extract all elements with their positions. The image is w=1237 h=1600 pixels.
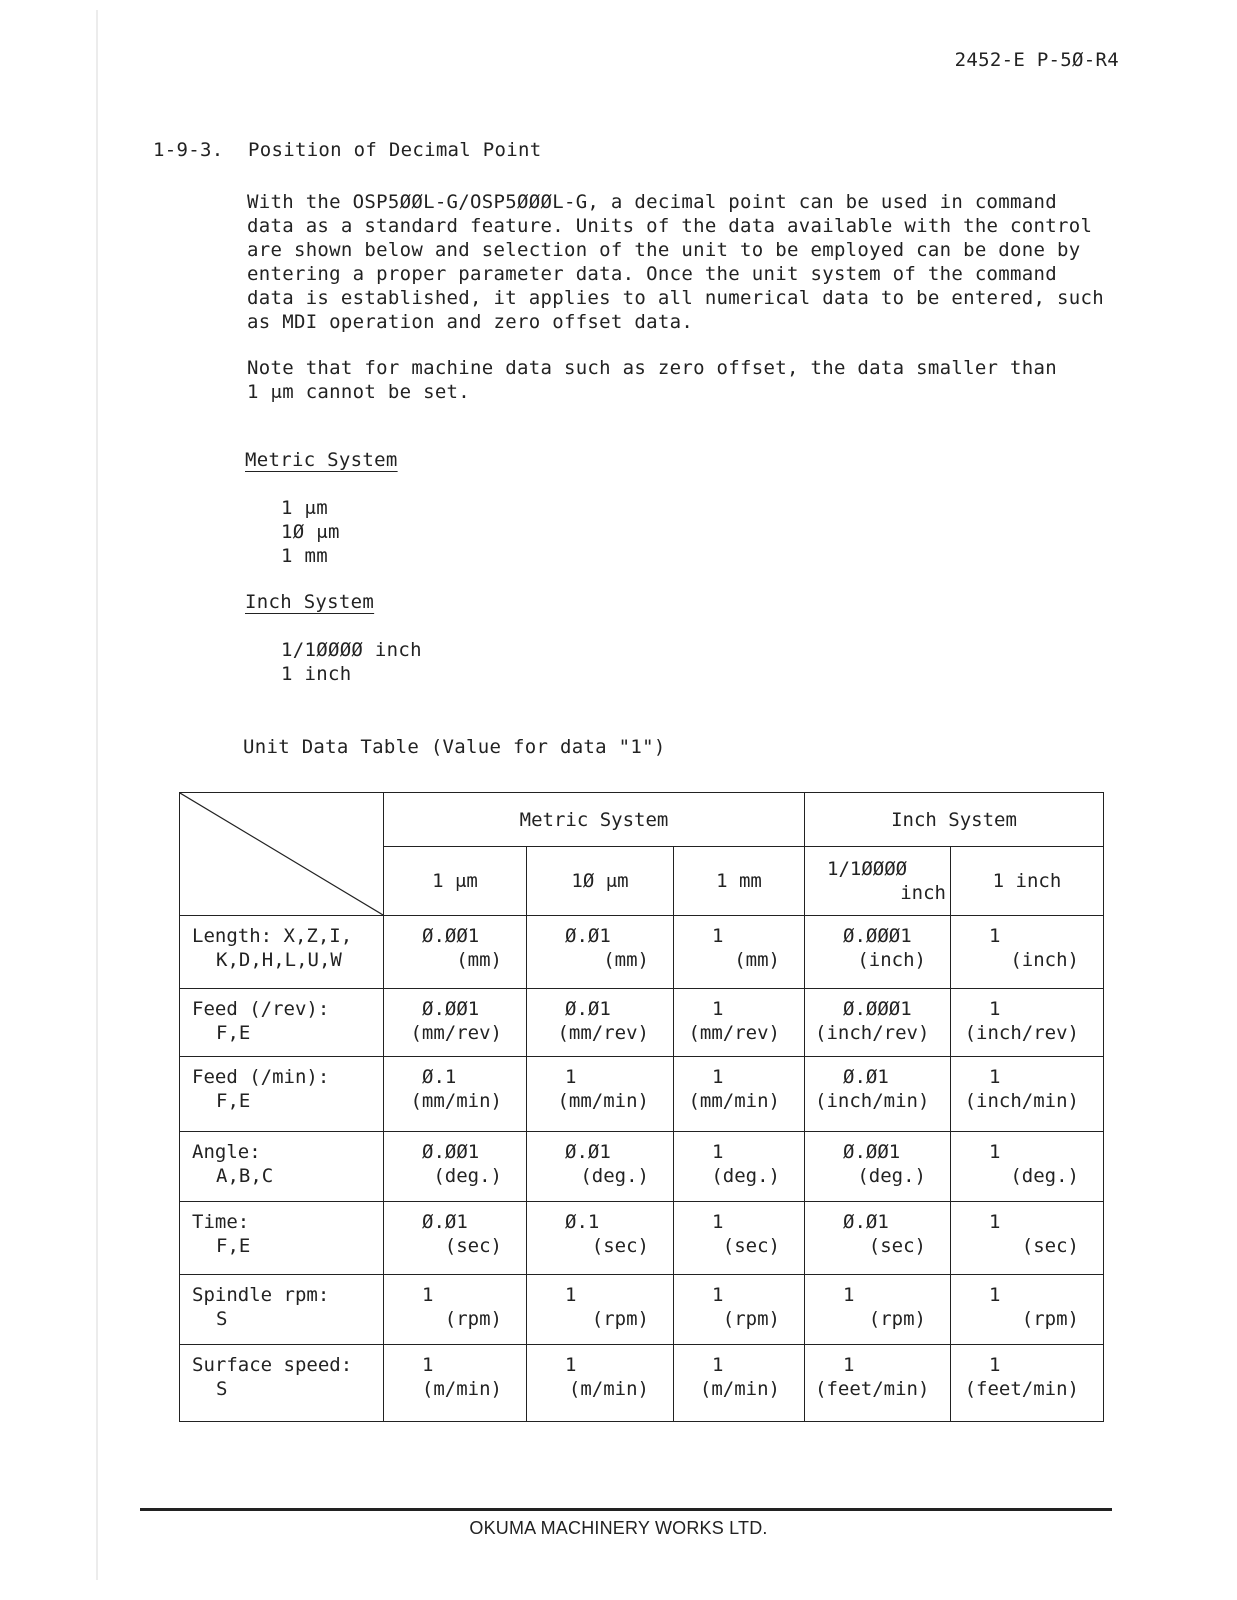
cell-value: Ø.ØØØ1 [843, 997, 912, 1020]
table-cell [674, 1057, 805, 1132]
metric-system-header: Metric System [384, 793, 805, 847]
table-cell [384, 988, 527, 1057]
cell-unit: (feet/min) [964, 1378, 1079, 1401]
table-cell [674, 1202, 805, 1275]
inch-system-heading: Inch System [245, 591, 375, 613]
cell-unit: (rpm) [591, 1307, 649, 1330]
cell-value: 1 [422, 1283, 434, 1306]
unit-header [805, 847, 951, 916]
cell-value: 1 [989, 924, 1001, 947]
paragraph-note [247, 356, 1057, 404]
unit-header: 1 μm [384, 847, 527, 916]
table-cell [805, 915, 951, 988]
table-cell [384, 915, 527, 988]
list-item: 1Ø μm [281, 521, 340, 543]
table-cell [674, 915, 805, 988]
cell-value: Ø.ØØ1 [422, 997, 480, 1020]
table-row [180, 988, 1104, 1057]
cell-unit: (feet/min) [815, 1378, 930, 1401]
footer-rule [140, 1508, 1112, 1511]
table-cell [805, 1057, 951, 1132]
table-cell [951, 915, 1104, 988]
cell-unit: (sec) [1021, 1235, 1079, 1258]
table-cell [951, 1202, 1104, 1275]
cell-unit: (sec) [722, 1235, 780, 1258]
row-label-line: Spindle rpm: [192, 1283, 330, 1306]
table-cell [384, 1131, 527, 1202]
paragraph-line: With the OSP5ØØL-G/OSP5ØØØL-G, a decimal point can be used in command [247, 191, 1057, 213]
cell-unit: (mm/min) [410, 1090, 502, 1113]
unit-header: 1 mm [674, 847, 805, 916]
metric-system-heading: Metric System [245, 449, 398, 471]
binding-margin-line [96, 10, 98, 1580]
cell-value: 1 [712, 1140, 724, 1163]
table-cell [805, 1274, 951, 1345]
table-cell [951, 1057, 1104, 1132]
cell-unit: (deg.) [857, 1164, 926, 1187]
cell-unit: (sec) [868, 1235, 926, 1258]
row-label [180, 1057, 384, 1132]
paragraph-line: as MDI operation and zero offset data. [247, 311, 694, 333]
table-cell [384, 1345, 527, 1422]
cell-unit: (inch/rev) [815, 1021, 930, 1044]
row-label [180, 1131, 384, 1202]
cell-value: 1 [843, 1354, 855, 1377]
table-cell [384, 1202, 527, 1275]
unit-header: 1 inch [951, 847, 1104, 916]
table-corner-cell [180, 793, 384, 916]
cell-unit: (inch/min) [815, 1090, 930, 1113]
table-cell [951, 1131, 1104, 1202]
cell-unit: (mm/rev) [688, 1021, 780, 1044]
paragraph-line: data as a standard feature. Units of the data available with the control [247, 215, 1093, 237]
cell-value: Ø.Ø1 [565, 924, 611, 947]
cell-unit: (rpm) [722, 1307, 780, 1330]
cell-value: 1 [712, 1354, 724, 1377]
cell-unit: (mm) [734, 948, 780, 971]
cell-unit: (mm) [456, 948, 502, 971]
paragraph-line: entering a proper parameter data. Once the unit system of the command [247, 263, 1057, 285]
row-label-sub: F,E [216, 1021, 251, 1044]
section-number: 1-9-3. [153, 139, 224, 161]
table-cell [384, 1274, 527, 1345]
cell-value: Ø.Ø1 [843, 1211, 889, 1234]
cell-unit: (mm) [603, 948, 649, 971]
cell-value: 1 [989, 997, 1001, 1020]
row-label [180, 1345, 384, 1422]
unit-header: 1Ø μm [527, 847, 674, 916]
cell-unit: (deg.) [433, 1164, 502, 1187]
cell-value: 1 [989, 1354, 1001, 1377]
paragraph-line: 1 μm cannot be set. [247, 381, 471, 403]
cell-value: 1 [989, 1283, 1001, 1306]
cell-unit: (mm/min) [688, 1090, 780, 1113]
cell-value: 1 [712, 1066, 724, 1089]
cell-unit: (inch/rev) [964, 1021, 1079, 1044]
table-row [180, 1202, 1104, 1275]
unit-header-line: inch [900, 882, 946, 905]
table-cell [951, 1274, 1104, 1345]
cell-value: 1 [989, 1140, 1001, 1163]
row-label [180, 1274, 384, 1345]
list-item: 1 μm [281, 497, 328, 519]
table-cell [805, 1202, 951, 1275]
company-name: OKUMA MACHINERY WORKS LTD. [469, 1518, 768, 1538]
cell-value: Ø.Ø1 [565, 997, 611, 1020]
list-item: 1 mm [281, 545, 328, 567]
cell-unit: (m/min) [421, 1378, 502, 1401]
document-code: 2452-E P-5Ø-R4 [954, 49, 1119, 71]
cell-value: Ø.ØØ1 [422, 924, 480, 947]
cell-value: Ø.ØØØ1 [843, 924, 912, 947]
table-cell [674, 988, 805, 1057]
row-label-sub: S [216, 1307, 228, 1330]
inch-unit-list [281, 638, 422, 686]
cell-unit: (mm/rev) [410, 1021, 502, 1044]
cell-value: 1 [565, 1283, 577, 1306]
table-cell [527, 988, 674, 1057]
table-cell [527, 915, 674, 988]
table-cell [527, 1345, 674, 1422]
cell-unit: (mm/min) [557, 1090, 649, 1113]
table-cell [674, 1345, 805, 1422]
table-cell [527, 1131, 674, 1202]
inch-system-header: Inch System [805, 793, 1104, 847]
metric-unit-list [281, 496, 340, 568]
table-cell [805, 1131, 951, 1202]
row-label [180, 915, 384, 988]
cell-unit: (sec) [444, 1235, 502, 1258]
list-item: 1 inch [281, 663, 352, 685]
cell-unit: (mm/rev) [557, 1021, 649, 1044]
unit-header-line: 1/1ØØØØ [827, 858, 908, 881]
paragraph-line: data is established, it applies to all numerical data to be entered, such [247, 287, 1104, 309]
cell-value: 1 [712, 1283, 724, 1306]
row-label-line: Feed (/rev): [192, 997, 330, 1020]
cell-value: 1 [712, 997, 724, 1020]
table-cell [951, 1345, 1104, 1422]
cell-unit: (m/min) [568, 1378, 649, 1401]
row-label-sub: S [216, 1378, 228, 1401]
cell-value: 1 [843, 1283, 855, 1306]
cell-value: 1 [989, 1066, 1001, 1089]
table-row [180, 1274, 1104, 1345]
cell-value: 1 [712, 1211, 724, 1234]
section-title: Position of Decimal Point [248, 139, 542, 161]
cell-unit: (inch/min) [964, 1090, 1079, 1113]
cell-unit: (inch) [857, 948, 926, 971]
row-label-sub: F,E [216, 1235, 251, 1258]
row-label-sub: F,E [216, 1090, 251, 1113]
table-row [180, 1345, 1104, 1422]
table-row [180, 1057, 1104, 1132]
cell-value: 1 [565, 1066, 577, 1089]
table-cell [805, 988, 951, 1057]
table-cell [674, 1131, 805, 1202]
row-label-line: Angle: [192, 1140, 261, 1163]
cell-unit: (deg.) [711, 1164, 780, 1187]
cell-value: Ø.1 [565, 1211, 600, 1234]
cell-value: Ø.ØØ1 [843, 1140, 901, 1163]
table-cell [527, 1057, 674, 1132]
unit-data-table [179, 792, 1104, 1422]
cell-value: Ø.Ø1 [843, 1066, 889, 1089]
cell-value: Ø.1 [422, 1066, 457, 1089]
cell-unit: (rpm) [444, 1307, 502, 1330]
cell-value: 1 [712, 924, 724, 947]
table-cell [805, 1345, 951, 1422]
row-label-line: Time: [192, 1211, 250, 1234]
paragraph-line: are shown below and selection of the unit to be employed can be done by [247, 239, 1081, 261]
row-label-line: Length: X,Z,I, [192, 924, 353, 947]
cell-value: 1 [989, 1211, 1001, 1234]
cell-value: Ø.Ø1 [422, 1211, 468, 1234]
table-row [180, 1131, 1104, 1202]
paragraph-line: Note that for machine data such as zero offset, the data smaller than [247, 357, 1057, 379]
cell-unit: (deg.) [580, 1164, 649, 1187]
row-label-sub: A,B,C [216, 1164, 274, 1187]
diagonal-line [180, 793, 383, 915]
row-label-line: Surface speed: [192, 1354, 353, 1377]
cell-unit: (rpm) [1021, 1307, 1079, 1330]
section-heading [153, 138, 541, 162]
cell-unit: (rpm) [868, 1307, 926, 1330]
table-cell [951, 988, 1104, 1057]
cell-unit: (m/min) [699, 1378, 780, 1401]
cell-unit: (sec) [591, 1235, 649, 1258]
table-cell [527, 1274, 674, 1345]
cell-value: Ø.Ø1 [565, 1140, 611, 1163]
table-caption: Unit Data Table (Value for data "1") [243, 736, 666, 758]
row-label [180, 988, 384, 1057]
table-cell [527, 1202, 674, 1275]
cell-value: 1 [422, 1354, 434, 1377]
cell-unit: (inch) [1010, 948, 1079, 971]
list-item: 1/1ØØØØ inch [281, 639, 422, 661]
cell-unit: (deg.) [1010, 1164, 1079, 1187]
table-cell [674, 1274, 805, 1345]
row-label-sub: K,D,H,L,U,W [216, 948, 342, 971]
table-cell [384, 1057, 527, 1132]
cell-value: Ø.ØØ1 [422, 1140, 480, 1163]
row-label [180, 1202, 384, 1275]
paragraph-intro [247, 190, 1104, 334]
table-row [180, 915, 1104, 988]
row-label-line: Feed (/min): [192, 1066, 330, 1089]
cell-value: 1 [565, 1354, 577, 1377]
